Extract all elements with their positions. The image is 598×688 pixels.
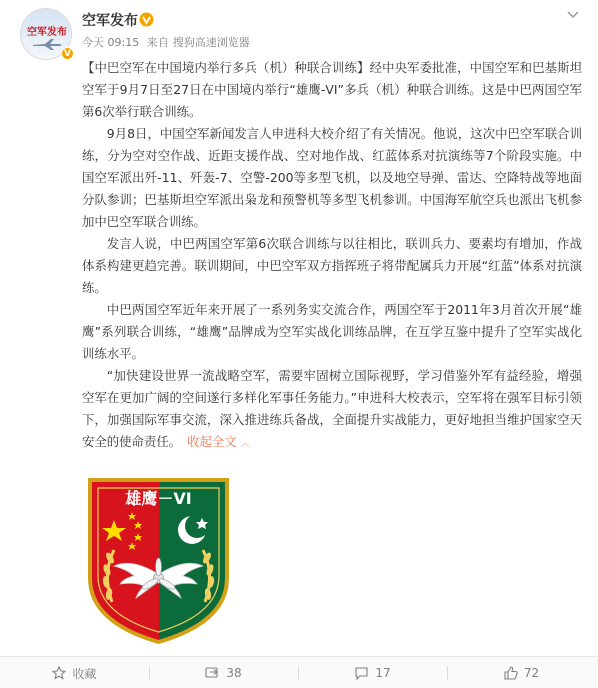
- like-button[interactable]: [447, 657, 596, 688]
- action-bar: [0, 656, 598, 688]
- airplane-icon: [31, 37, 63, 51]
- chevron-down-icon[interactable]: [566, 10, 580, 20]
- collapse-text-link[interactable]: [187, 434, 250, 449]
- emblem-title: 雄鹰－VI: [125, 489, 192, 508]
- post-paragraph: “加快建设世界一流战略空军，需要牢固树立国际视野，学习借鉴外军有益经验，增强空军在更加广阔的空间遂行多样化军事任务能力。”申进科大校表示，空军将在强军目标引领下，加强国际军事交流，深入推进练兵备战，全面提升实战能力，更好地担当维护国家空天安全的使命责任。: [82, 368, 582, 449]
- comment-icon: [354, 666, 369, 680]
- post-paragraph-last: [82, 365, 582, 455]
- verified-v-icon: [139, 12, 154, 27]
- post-paragraph: 9月8日，中国空军新闻发言人申进科大校介绍了有关情况。他说，这次中巴空军联合训练，分为空对空作战、近距支援作战、空对地作战、红蓝体系对抗演练等7个阶段实施。中国空军派出歼-11、歼轰-7、空警-200等多型飞机，以及地空导弹、雷达、空降特战等地面分队参训；巴基斯坦空军派出枭龙和预警机等多型飞机参训。中国海军航空兵也派出飞机参加中巴空军联合训练。: [82, 126, 582, 229]
- favorite-label: 收藏: [72, 666, 97, 681]
- post-content: [82, 57, 582, 455]
- repost-icon: [205, 666, 220, 680]
- username[interactable]: 空军发布: [82, 13, 138, 29]
- repost-button[interactable]: [149, 657, 298, 688]
- post-paragraph: 发言人说，中巴两国空军第6次联合训练与以往相比，联训兵力、要素均有增加，作战体系构建更趋完善。联训期间，中巴空军双方指挥班子将带配属兵力开展“红蓝”体系对抗演练。: [82, 236, 582, 295]
- post-paragraph: 中巴两国空军近年来开展了一系列务实交流合作，两国空军于2011年3月首次开展“雄鹰”系列联合训练，“雄鹰”品牌成为空军实战化训练品牌，在互学互鉴中提升了空军实战化训练水平。: [82, 302, 582, 361]
- post-meta: [82, 34, 254, 50]
- star-icon: [52, 666, 66, 680]
- comment-count: 17: [375, 666, 391, 680]
- avatar-logo-text: 空军发布: [27, 27, 67, 38]
- repost-count: 38: [226, 666, 242, 680]
- post-time[interactable]: 今天 09:15: [82, 36, 140, 49]
- comment-button[interactable]: [298, 657, 447, 688]
- post-source[interactable]: 搜狗高速浏览器: [172, 36, 250, 49]
- thumbs-up-icon: [504, 666, 518, 680]
- source-prefix: 来自: [146, 36, 169, 49]
- collapse-label: 收起全文: [187, 434, 237, 449]
- post-image-emblem[interactable]: [80, 474, 237, 646]
- like-count: 72: [523, 666, 540, 680]
- chevron-up-icon: ︿: [240, 439, 250, 449]
- favorite-button[interactable]: [0, 657, 149, 688]
- post-paragraph: 【中巴空军在中国境内举行多兵（机）种联合训练】经中央军委批准，中国空军和巴基斯坦空军于9月7日至27日在中国境内举行“雄鹰-VI”多兵（机）种联合训练。这是中巴两国空军第6次举行联合训练。: [82, 60, 582, 119]
- verified-badge-icon: V: [61, 47, 74, 60]
